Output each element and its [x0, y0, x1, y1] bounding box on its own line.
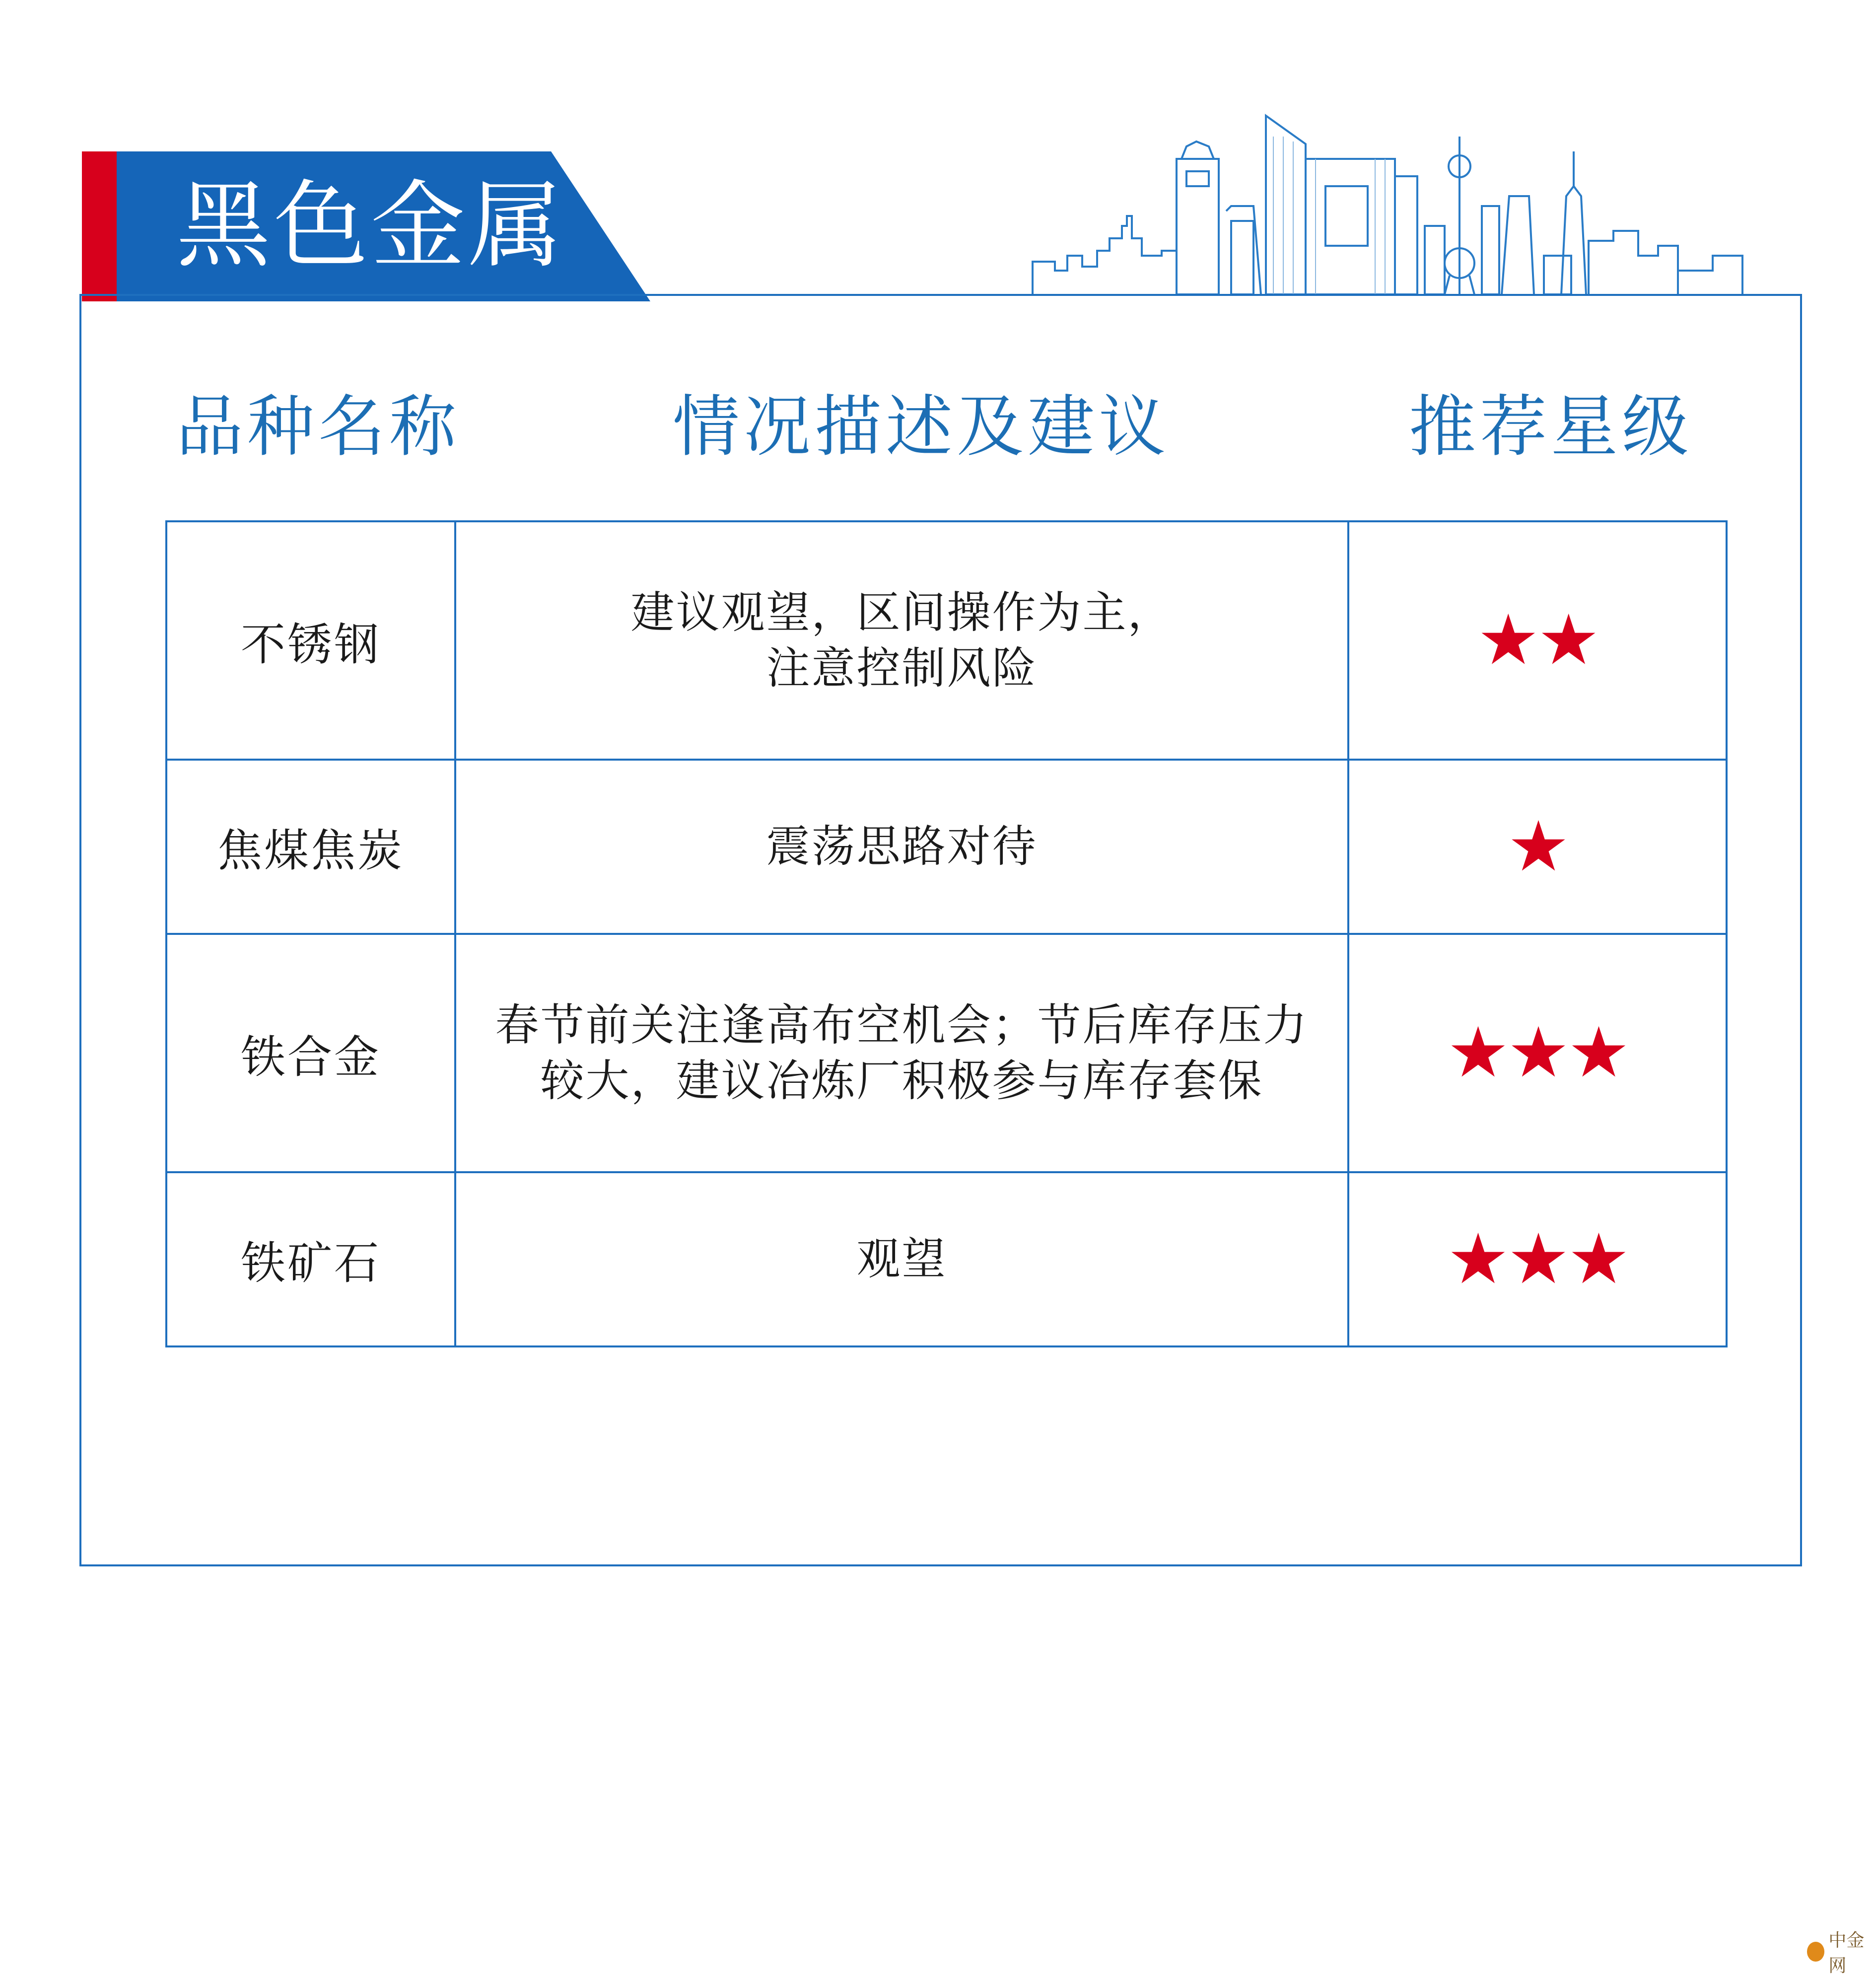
- watermark-text: 中金网: [1828, 1930, 1865, 1976]
- star-icon: ★★★: [1447, 1218, 1628, 1300]
- city-skyline-illustration: [1028, 107, 1762, 295]
- variety-name: 铁合金: [166, 934, 455, 1172]
- watermark-logo-icon: [1807, 1942, 1824, 1962]
- description-line: 观望: [856, 1233, 947, 1285]
- header-description: 情况描述及建议: [673, 388, 1170, 466]
- variety-name: 不锈钢: [166, 521, 455, 760]
- star-icon: ★: [1507, 806, 1568, 887]
- description-line: 震荡思路对待: [766, 821, 1038, 872]
- table-row: [166, 934, 1727, 1172]
- description-line: 注意控制风险: [766, 642, 1038, 694]
- star-icon: ★★★: [1447, 1012, 1628, 1094]
- watermark: [1807, 1926, 1876, 1977]
- description-line: 春节前关注逢高布空机会；节后库存压力: [495, 999, 1309, 1051]
- variety-description: [455, 934, 1348, 1172]
- star-rating: [1348, 934, 1727, 1172]
- table-row: [166, 521, 1727, 760]
- variety-description: [455, 760, 1348, 934]
- star-rating: [1348, 521, 1727, 760]
- section-banner: [82, 151, 650, 301]
- description-line: 较大，建议冶炼厂积极参与库存套保: [540, 1055, 1263, 1106]
- star-rating: [1348, 1172, 1727, 1346]
- variety-description: [455, 1172, 1348, 1346]
- header-variety-name: 品种名称: [176, 388, 460, 466]
- table-row: [166, 1172, 1727, 1346]
- section-title: 黑色金属: [176, 171, 566, 281]
- star-rating: [1348, 760, 1727, 934]
- variety-description: [455, 521, 1348, 760]
- recommendation-table: [165, 520, 1728, 1347]
- description-line: 建议观望，区间操作为主，: [630, 586, 1173, 638]
- variety-name: 焦煤焦炭: [166, 760, 455, 934]
- variety-name: 铁矿石: [166, 1172, 455, 1346]
- header-star-rating: 推荐星级: [1409, 388, 1693, 466]
- table-row: [166, 760, 1727, 934]
- star-icon: ★★: [1477, 600, 1598, 681]
